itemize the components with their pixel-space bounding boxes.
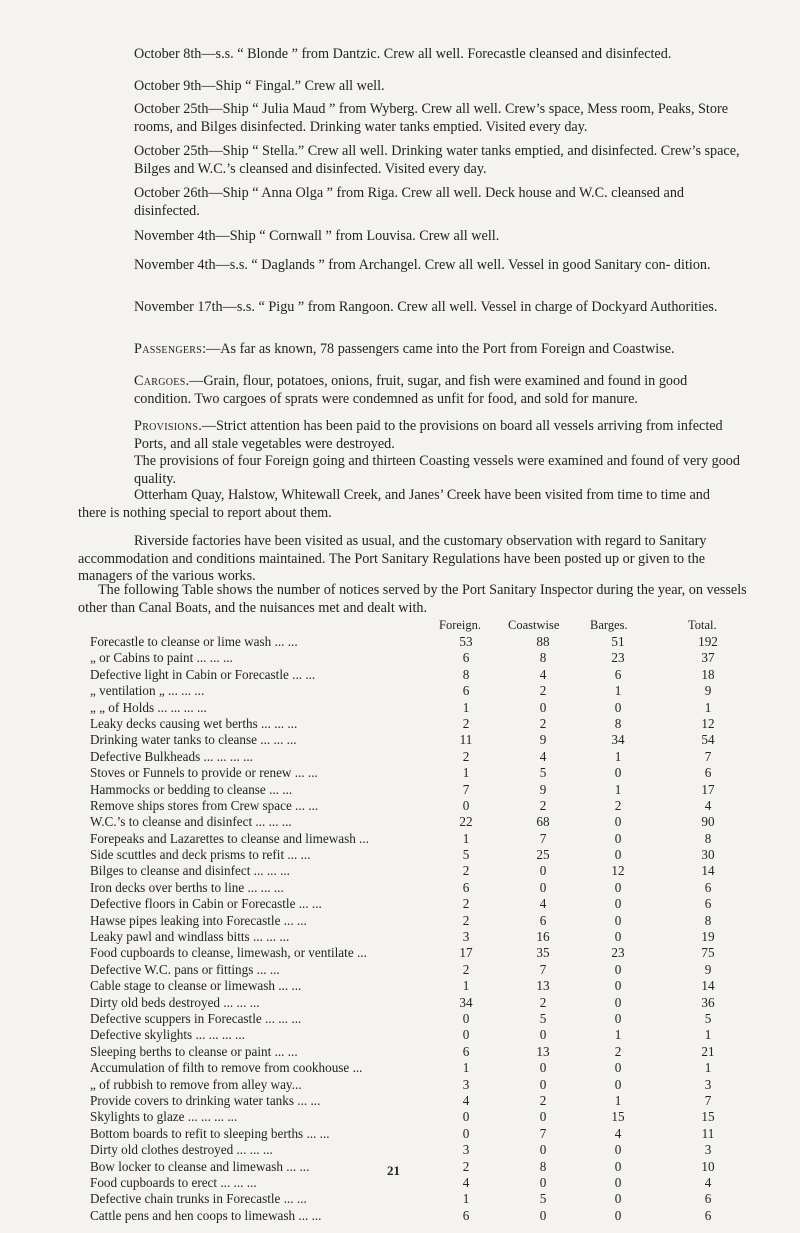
cell-total: 4: [704, 1174, 712, 1190]
entry-cornwall: November 4th—Ship “ Cornwall ” from Louvisa. Crew all well.: [134, 228, 500, 244]
table-row: [90, 1044, 730, 1060]
cell-coastwise: 0: [539, 1027, 547, 1043]
cell-total: 37: [701, 650, 715, 666]
table-row: [90, 945, 730, 961]
table-row: [90, 929, 730, 945]
cell-total: 7: [704, 748, 712, 764]
cell-barges: 0: [614, 814, 622, 830]
cell-coastwise: 2: [539, 715, 547, 731]
cell-total: 17: [701, 781, 715, 797]
provisions-text: .—Strict attention has been paid to the provisions on board all vessels arriving from infected Ports, and all stale vegetables were destroyed.: [134, 418, 723, 452]
row-label: Bottom boards to refit to sleeping berths ... ...: [90, 1125, 330, 1141]
row-label: Side scuttles and deck prisms to refit ... ...: [90, 847, 311, 863]
cell-barges: 8: [614, 715, 622, 731]
table-intro: The following Table shows the number of notices served by the Port Sanitary Inspector during the year, on vessels other than Canal Boats, and the nuisances met and dealt with.: [78, 582, 747, 616]
table-row: [90, 765, 730, 781]
cell-foreign: 0: [462, 1010, 470, 1026]
cell-total: 30: [701, 847, 715, 863]
cell-total: 10: [701, 1158, 715, 1174]
cell-coastwise: 5: [539, 765, 547, 781]
row-label: Hawse pipes leaking into Forecastle ... ...: [90, 912, 307, 928]
cell-foreign: 4: [462, 1174, 470, 1190]
cell-foreign: 1: [462, 1060, 470, 1076]
row-label: Leaky decks causing wet berths ... ... ...: [90, 715, 298, 731]
cell-coastwise: 7: [539, 961, 547, 977]
row-label: Leaky pawl and windlass bitts ... ... ...: [90, 929, 290, 945]
cell-coastwise: 2: [539, 797, 547, 813]
cell-foreign: 0: [462, 1109, 470, 1125]
cell-foreign: 0: [462, 1027, 470, 1043]
cell-total: 8: [704, 830, 712, 846]
table-row: [90, 650, 730, 666]
cell-coastwise: 5: [539, 1191, 547, 1207]
table-row: [90, 634, 730, 650]
cell-coastwise: 2: [539, 994, 547, 1010]
cargoes-text: .—Grain, flour, potatoes, onions, fruit, sugar, and fish were examined and found in good condition. Two cargoes of sprats were condemned as unfit for food, and sold for manure.: [134, 373, 688, 407]
table-row: [90, 782, 730, 798]
row-label: Food cupboards to cleanse, limewash, or ventilate ...: [90, 945, 367, 961]
cell-coastwise: 13: [536, 1043, 550, 1059]
table-row: [90, 1159, 730, 1175]
table-row: [90, 880, 730, 896]
cell-barges: 1: [614, 683, 622, 699]
cell-barges: 2: [614, 797, 622, 813]
cell-total: 3: [704, 1076, 712, 1092]
row-label: Bow locker to cleanse and limewash ... ...: [90, 1158, 310, 1174]
cell-total: 21: [701, 1043, 715, 1059]
row-label: Iron decks over berths to line ... ... ...: [90, 879, 284, 895]
cell-barges: 0: [614, 847, 622, 863]
cell-total: 4: [704, 797, 712, 813]
cell-foreign: 2: [462, 748, 470, 764]
cell-coastwise: 0: [539, 863, 547, 879]
cell-foreign: 34: [459, 994, 473, 1010]
cell-foreign: 5: [462, 847, 470, 863]
cargoes-heading: Cargoes: [134, 373, 186, 389]
row-label: Remove ships stores from Crew space ... ...: [90, 797, 319, 813]
cell-foreign: 2: [462, 961, 470, 977]
table-row: [90, 814, 730, 830]
row-label: Defective chain trunks in Forecastle ... ...: [90, 1191, 307, 1207]
cell-coastwise: 6: [539, 912, 547, 928]
table-row: [90, 1109, 730, 1125]
cell-total: 192: [698, 634, 718, 649]
cell-foreign: 2: [462, 912, 470, 928]
table-row: [90, 1208, 730, 1224]
row-label: Cattle pens and hen coops to limewash ... ...: [90, 1207, 322, 1223]
cell-coastwise: 0: [539, 699, 547, 715]
notices-table: [90, 618, 730, 1224]
row-label: Dirty old beds destroyed ... ... ...: [90, 994, 260, 1010]
cell-total: 1: [704, 699, 712, 715]
cell-foreign: 3: [462, 1142, 470, 1158]
otterham-paragraph: Otterham Quay, Halstow, Whitewall Creek, and Janes’ Creek have been visited from time to time and there is nothing special to report about them.: [78, 487, 710, 521]
passengers-text: :—As far as known, 78 passengers came into the Port from Foreign and Coastwise.: [202, 341, 675, 357]
row-label: Cable stage to cleanse or limewash ... ...: [90, 978, 302, 994]
cell-barges: 12: [611, 863, 625, 879]
riverside-paragraph: Riverside factories have been visited as usual, and the customary observation with regard to Sanitary accommodation and conditions maintained. The Port Sanitary Regulations have been posted up or given to the managers of the various works.: [78, 533, 707, 584]
cell-coastwise: 25: [536, 847, 550, 863]
cell-barges: 4: [614, 1125, 622, 1141]
cell-barges: 0: [614, 929, 622, 945]
row-label: Stoves or Funnels to provide or renew ... ...: [90, 765, 318, 781]
cell-total: 14: [701, 863, 715, 879]
entry-pigu: November 17th—s.s. “ Pigu ” from Rangoon. Crew all well. Vessel in charge of Dockyard Authorities.: [134, 299, 718, 315]
cell-foreign: 22: [459, 814, 473, 830]
row-label: Drinking water tanks to cleanse ... ... ...: [90, 732, 297, 748]
cell-foreign: 6: [462, 1207, 470, 1223]
row-label: Provide covers to drinking water tanks ... ...: [90, 1092, 321, 1108]
row-label: Accumulation of filth to remove from cookhouse ...: [90, 1060, 363, 1076]
row-label: Forecastle to cleanse or lime wash ... ...: [90, 634, 298, 649]
table-row: [90, 749, 730, 765]
cell-coastwise: 2: [539, 683, 547, 699]
cell-foreign: 2: [462, 715, 470, 731]
cell-total: 8: [704, 912, 712, 928]
cell-foreign: 2: [462, 1158, 470, 1174]
table-row: [90, 978, 730, 994]
cell-total: 6: [704, 1191, 712, 1207]
cell-coastwise: 35: [536, 945, 550, 961]
cell-barges: 15: [611, 1109, 625, 1125]
cell-total: 6: [704, 765, 712, 781]
row-label: Defective scuppers in Forecastle ... ... ...: [90, 1010, 302, 1026]
row-label: Defective W.C. pans or fittings ... ...: [90, 961, 280, 977]
cell-foreign: 0: [462, 797, 470, 813]
provisions-paragraph: [134, 418, 740, 488]
table-row: [90, 667, 730, 683]
cell-barges: 0: [614, 1191, 622, 1207]
cell-barges: 6: [614, 666, 622, 682]
cell-foreign: 8: [462, 666, 470, 682]
cell-barges: 51: [611, 634, 625, 649]
cell-total: 1: [704, 1027, 712, 1043]
cell-coastwise: 9: [539, 781, 547, 797]
cell-coastwise: 0: [539, 1174, 547, 1190]
cell-total: 54: [701, 732, 715, 748]
cell-total: 6: [704, 879, 712, 895]
table-row: [90, 1060, 730, 1076]
cell-total: 7: [704, 1092, 712, 1108]
cell-barges: 0: [614, 830, 622, 846]
row-label: Dirty old clothes destroyed ... ... ...: [90, 1142, 273, 1158]
row-label: Defective Bulkheads ... ... ... ...: [90, 748, 253, 764]
provisions-heading: Provisions: [134, 418, 199, 434]
cell-coastwise: 0: [539, 879, 547, 895]
cell-total: 9: [704, 683, 712, 699]
row-label: Skylights to glaze ... ... ... ...: [90, 1109, 238, 1125]
row-label: „ „ of Holds ... ... ... ...: [90, 699, 207, 715]
entry-blonde: October 8th—s.s. “ Blonde ” from Dantzic. Crew all well. Forecastle cleansed and disinfected.: [134, 46, 672, 62]
cell-coastwise: 2: [539, 1092, 547, 1108]
table-row: [90, 732, 730, 748]
cell-foreign: 2: [462, 896, 470, 912]
cell-coastwise: 0: [539, 1142, 547, 1158]
table-row: [90, 1077, 730, 1093]
row-label: Defective floors in Cabin or Forecastle ... ...: [90, 896, 322, 912]
cell-coastwise: 0: [539, 1076, 547, 1092]
cell-barges: 1: [614, 1027, 622, 1043]
cell-total: 11: [701, 1125, 715, 1141]
cell-barges: 0: [614, 879, 622, 895]
cell-coastwise: 5: [539, 1010, 547, 1026]
table-row: [90, 1011, 730, 1027]
cell-total: 90: [701, 814, 715, 830]
passengers-paragraph: [134, 341, 754, 359]
cell-foreign: 6: [462, 879, 470, 895]
cell-coastwise: 0: [539, 1109, 547, 1125]
cell-total: 19: [701, 929, 715, 945]
cell-total: 18: [701, 666, 715, 682]
table-row: [90, 1093, 730, 1109]
cell-coastwise: 9: [539, 732, 547, 748]
entry-fingal: October 9th—Ship “ Fingal.” Crew all well.: [134, 78, 385, 94]
cell-total: 12: [701, 715, 715, 731]
table-row: [90, 1126, 730, 1142]
cell-coastwise: 4: [539, 748, 547, 764]
table-row: [90, 995, 730, 1011]
header-coastwise: Coastwise: [508, 618, 560, 632]
cell-coastwise: 13: [536, 978, 550, 994]
cell-total: 6: [704, 1207, 712, 1223]
cell-foreign: 17: [459, 945, 473, 961]
table-row: [90, 847, 730, 863]
cell-total: 5: [704, 1010, 712, 1026]
cell-barges: 0: [614, 699, 622, 715]
cell-barges: 0: [614, 1076, 622, 1092]
cell-foreign: 2: [462, 863, 470, 879]
cell-coastwise: 7: [539, 1125, 547, 1141]
cell-total: 9: [704, 961, 712, 977]
entry-julia-maud: October 25th—Ship “ Julia Maud ” from Wyberg. Crew all well. Crew’s space, Mess room, Peaks, Store rooms, and Bilges disinfected. Drinking water tanks emptied. Visited every day.: [134, 101, 728, 135]
cell-barges: 23: [611, 650, 625, 666]
cell-barges: 0: [614, 1207, 622, 1223]
cell-coastwise: 0: [539, 1207, 547, 1223]
cell-barges: 1: [614, 781, 622, 797]
row-label: Defective light in Cabin or Forecastle ... ...: [90, 666, 316, 682]
table-row: [90, 896, 730, 912]
row-label: Hammocks or bedding to cleanse ... ...: [90, 781, 293, 797]
cell-barges: 0: [614, 1174, 622, 1190]
cell-foreign: 53: [459, 634, 473, 649]
cell-barges: 0: [614, 994, 622, 1010]
header-total: Total.: [688, 618, 717, 632]
cell-barges: 23: [611, 945, 625, 961]
cell-total: 36: [701, 994, 715, 1010]
row-label: Food cupboards to erect ... ... ...: [90, 1174, 257, 1190]
cell-total: 1: [704, 1060, 712, 1076]
cell-foreign: 0: [462, 1125, 470, 1141]
row-label: Defective skylights ... ... ... ...: [90, 1027, 245, 1043]
cell-barges: 2: [614, 1043, 622, 1059]
cell-barges: 0: [614, 1158, 622, 1174]
cell-foreign: 6: [462, 1043, 470, 1059]
cell-foreign: 7: [462, 781, 470, 797]
entry-stella: October 25th—Ship “ Stella.” Crew all well. Drinking water tanks emptied, and disinfected. Crew’s space, Bilges and W.C.’s cleansed and disinfected. Visited every day.: [134, 143, 740, 177]
cell-foreign: 3: [462, 1076, 470, 1092]
cell-coastwise: 7: [539, 830, 547, 846]
cell-foreign: 11: [459, 732, 473, 748]
cell-barges: 1: [614, 1092, 622, 1108]
cell-coastwise: 68: [536, 814, 550, 830]
cell-coastwise: 0: [539, 1060, 547, 1076]
cell-barges: 0: [614, 961, 622, 977]
cargoes-paragraph: [134, 373, 740, 408]
table-row: [90, 962, 730, 978]
row-label: „ ventilation „ ... ... ...: [90, 683, 205, 699]
cell-total: 6: [704, 896, 712, 912]
cell-barges: 0: [614, 1060, 622, 1076]
cell-coastwise: 4: [539, 666, 547, 682]
cell-total: 3: [704, 1142, 712, 1158]
cell-foreign: 3: [462, 929, 470, 945]
cell-coastwise: 4: [539, 896, 547, 912]
table-row: [90, 1142, 730, 1158]
cell-foreign: 1: [462, 830, 470, 846]
cell-barges: 0: [614, 912, 622, 928]
cell-coastwise: 88: [536, 634, 550, 649]
provisions-text-2: The provisions of four Foreign going and thirteen Coasting vessels were examined and found of very good quality.: [134, 453, 740, 487]
entry-daglands: November 4th—s.s. “ Daglands ” from Archangel. Crew all well. Vessel in good Sanitary con- dition.: [134, 257, 711, 273]
table-header: [90, 618, 730, 634]
cell-barges: 0: [614, 765, 622, 781]
table-row: [90, 1175, 730, 1191]
cell-barges: 0: [614, 896, 622, 912]
cell-foreign: 4: [462, 1092, 470, 1108]
table-row: [90, 913, 730, 929]
cell-coastwise: 8: [539, 1158, 547, 1174]
table-row: [90, 683, 730, 699]
cell-foreign: 1: [462, 699, 470, 715]
table-row: [90, 863, 730, 879]
cell-total: 15: [701, 1109, 715, 1125]
row-label: W.C.’s to cleanse and disinfect ... ... ...: [90, 814, 292, 830]
row-label: „ or Cabins to paint ... ... ...: [90, 650, 233, 666]
cell-coastwise: 16: [536, 929, 550, 945]
header-barges: Barges.: [590, 618, 628, 632]
cell-total: 75: [701, 945, 715, 961]
cell-foreign: 6: [462, 650, 470, 666]
table-row: [90, 798, 730, 814]
page-number: 21: [387, 1163, 400, 1178]
table-row: [90, 831, 730, 847]
cell-foreign: 6: [462, 683, 470, 699]
cell-barges: 0: [614, 1010, 622, 1026]
cell-foreign: 1: [462, 978, 470, 994]
header-foreign: Foreign.: [439, 618, 482, 632]
table-body: [90, 634, 730, 1224]
cell-foreign: 1: [462, 1191, 470, 1207]
cell-barges: 0: [614, 1142, 622, 1158]
row-label: Forepeaks and Lazarettes to cleanse and limewash ...: [90, 830, 370, 846]
row-label: Sleeping berths to cleanse or paint ... ...: [90, 1043, 298, 1059]
entry-anna-olga: October 26th—Ship “ Anna Olga ” from Riga. Crew all well. Deck house and W.C. cleansed and disinfected.: [134, 185, 685, 219]
cell-barges: 0: [614, 978, 622, 994]
cell-barges: 1: [614, 748, 622, 764]
table-row: [90, 1191, 730, 1207]
cell-total: 14: [701, 978, 715, 994]
row-label: Bilges to cleanse and disinfect ... ... ...: [90, 863, 290, 879]
passengers-heading: Passengers: [134, 341, 203, 357]
table-row: [90, 1027, 730, 1043]
cell-barges: 34: [611, 732, 625, 748]
row-label: „ of rubbish to remove from alley way...: [90, 1076, 302, 1092]
cell-foreign: 1: [462, 765, 470, 781]
cell-coastwise: 8: [539, 650, 547, 666]
table-row: [90, 716, 730, 732]
table-row: [90, 700, 730, 716]
